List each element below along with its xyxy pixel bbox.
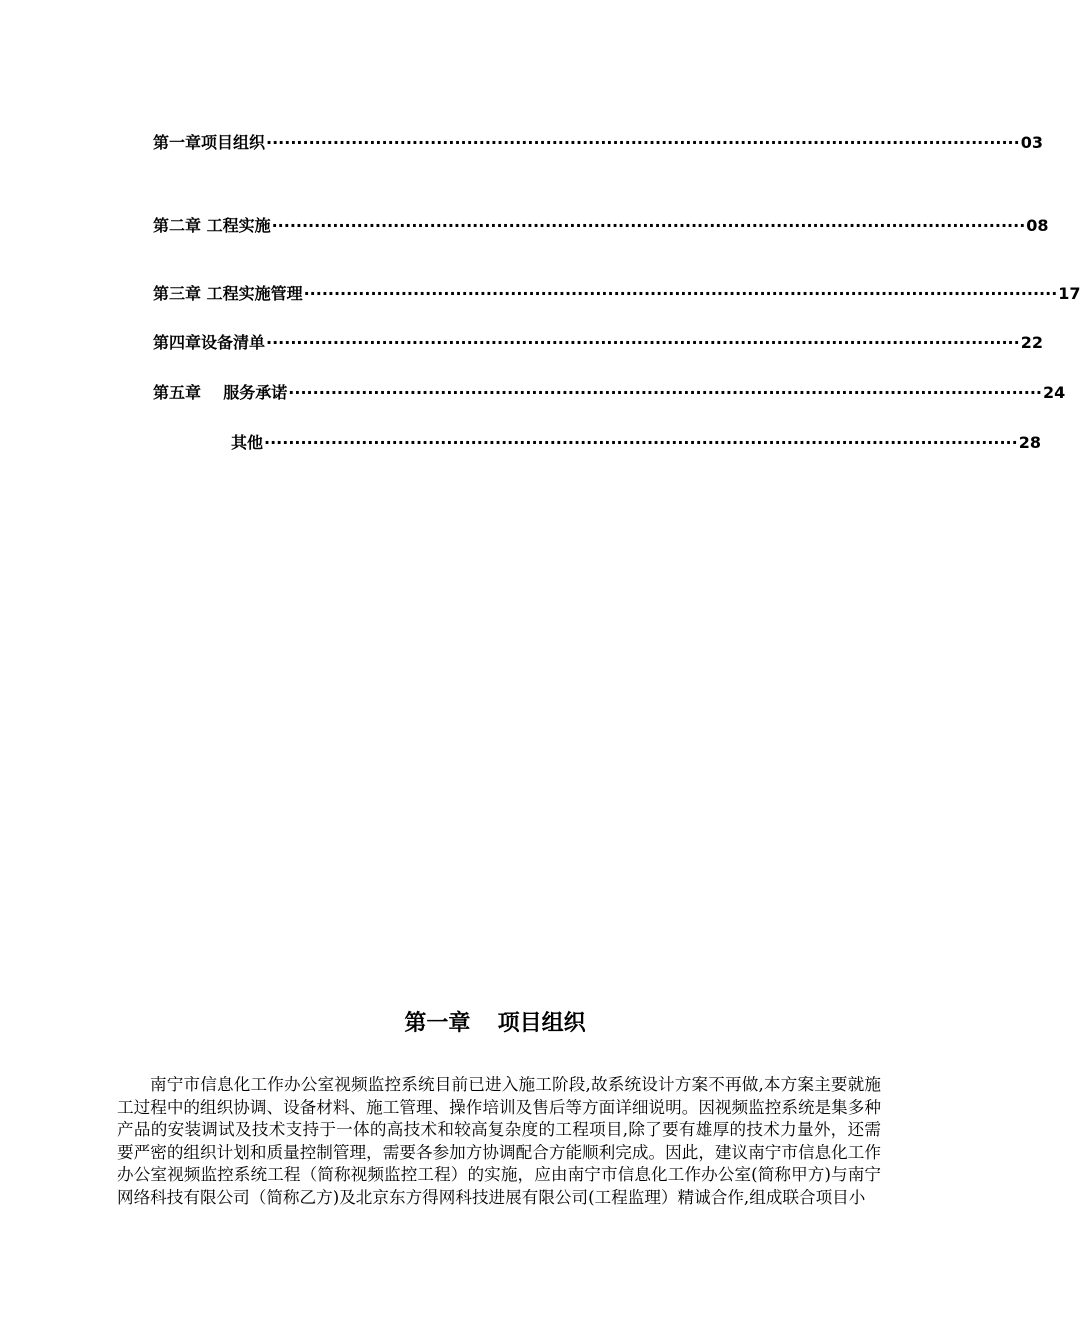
- toc-entry-label: 第三章 工程实施管理: [153, 284, 303, 303]
- toc-entry-chapter-5[interactable]: [153, 383, 1066, 403]
- toc-leader-dots: ····························································································································: [303, 284, 1058, 303]
- toc-entry-page-number: 17: [1058, 284, 1081, 303]
- toc-entry-chapter-2[interactable]: [153, 216, 1049, 236]
- chapter-body-paragraph: 南宁市信息化工作办公室视频监控系统目前已进入施工阶段,故系统设计方案不再做,本方案主要就施工过程中的组织协调、设备材料、施工管理、操作培训及售后等方面详细说明。因视频监控系统是集多种产品的安装调试及技术支持于一体的高技术和较高复杂度的工程项目,除了要有雄厚的技术力量外，还需要严密的组织计划和质量控制管理，需要各参加方协调配合方能顺利完成。因此，建议南宁市信息化工作办公室视频监控系统工程（简称视频监控工程）的实施，应由南宁市信息化工作办公室(简称甲方)与南宁网络科技有限公司（简称乙方)及北京东方得网科技进展有限公司(工程监理）精诚合作,组成联合项目小: [117, 1075, 881, 1207]
- toc-entry-label: 第四章设备清单: [153, 333, 266, 352]
- toc-entry-page-number: 24: [1042, 383, 1066, 402]
- toc-leader-dots: ····························································································································: [266, 333, 1020, 352]
- toc-entry-other[interactable]: [231, 433, 1041, 453]
- toc-entry-label: 其他: [231, 433, 264, 452]
- toc-entry-page-number: 08: [1026, 216, 1049, 235]
- toc-entry-chapter-4[interactable]: [153, 333, 1043, 353]
- toc-entry-page-number: 22: [1020, 333, 1043, 352]
- toc-entry-label: 第五章 服务承诺: [153, 383, 288, 402]
- toc-entry-page-number: 03: [1020, 133, 1043, 152]
- chapter-heading: 第一章 项目组织: [404, 1011, 586, 1036]
- toc-entry-chapter-3[interactable]: [153, 284, 1081, 304]
- toc-leader-dots: ····························································································································: [271, 216, 1026, 235]
- toc-entry-chapter-1[interactable]: [153, 133, 1043, 153]
- toc-entry-page-number: 28: [1018, 433, 1041, 452]
- toc-leader-dots: ····························································································································: [288, 383, 1042, 402]
- toc-entry-label: 第二章 工程实施: [153, 216, 271, 235]
- toc-entry-label: 第一章项目组织: [153, 133, 266, 152]
- toc-leader-dots: ····························································································································: [266, 133, 1020, 152]
- toc-leader-dots: ····························································································································: [264, 433, 1018, 452]
